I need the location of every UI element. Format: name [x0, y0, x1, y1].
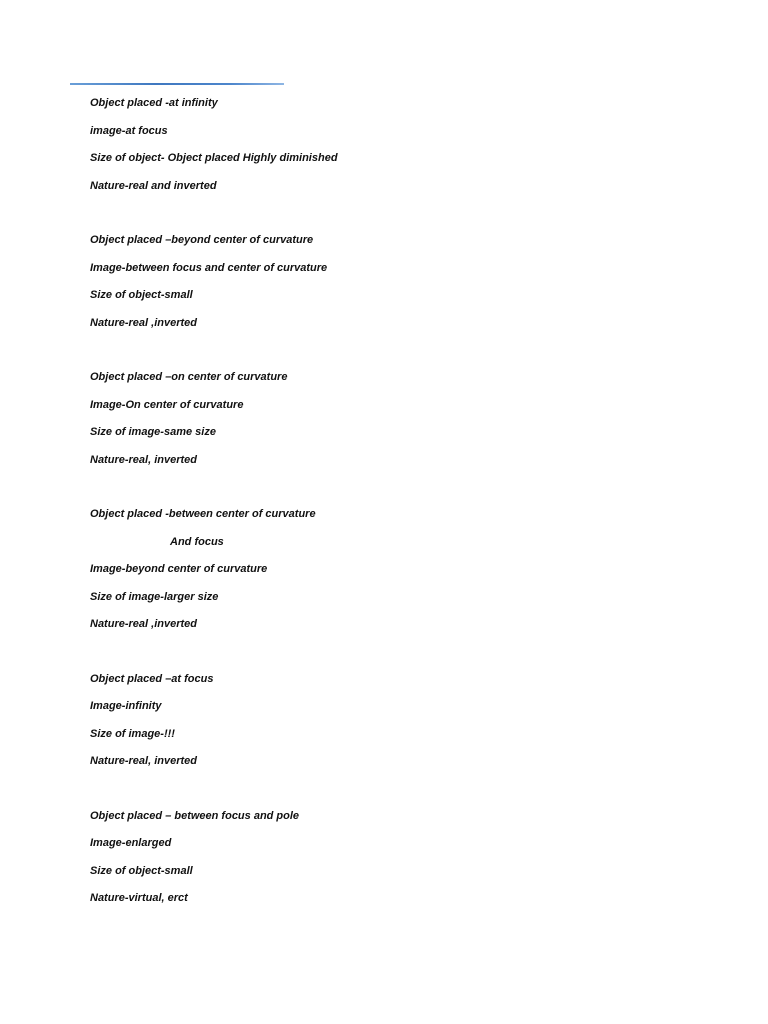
size-line: Size of image-!!!: [90, 727, 175, 740]
image-position-line: Image-enlarged: [90, 837, 172, 849]
image-position-line: Image-between focus and center of curvature: [90, 261, 328, 274]
size-line: Size of object-small: [90, 864, 193, 877]
document-body: [90, 90, 690, 940]
image-position-line: Image-infinity: [90, 700, 162, 712]
nature-line: Nature-virtual, erct: [90, 892, 188, 904]
object-position-line: Object placed -between center of curvature: [90, 508, 316, 520]
size-line: Size of image-same size: [90, 426, 216, 438]
nature-line: Nature-real ,inverted: [90, 316, 197, 329]
size-line: Size of object-small: [90, 289, 193, 301]
object-position-line: Object placed –at focus: [90, 672, 214, 685]
case-between-center-and-focus: [90, 501, 690, 639]
nature-line: Nature-real, inverted: [90, 453, 197, 466]
object-position-line: Object placed –on center of curvature: [90, 371, 288, 383]
case-at-focus: [90, 666, 690, 776]
case-beyond-center-of-curvature: [90, 227, 690, 337]
object-position-line: Object placed – between focus and pole: [90, 809, 300, 822]
header-rule: [70, 83, 284, 85]
size-line: Size of object- Object placed Highly diminished: [90, 152, 338, 164]
object-position-line: Object placed -at infinity: [90, 97, 218, 109]
image-position-line: Image-beyond center of curvature: [90, 563, 268, 575]
object-position-continuation-line: And focus: [170, 535, 224, 548]
image-position-line: image-at focus: [90, 124, 168, 137]
nature-line: Nature-real and inverted: [90, 179, 217, 192]
case-on-center-of-curvature: [90, 364, 690, 474]
case-between-focus-and-pole: [90, 803, 690, 913]
nature-line: Nature-real, inverted: [90, 755, 197, 767]
size-line: Size of image-larger size: [90, 590, 219, 603]
image-position-line: Image-On center of curvature: [90, 398, 244, 411]
nature-line: Nature-real ,inverted: [90, 618, 197, 630]
case-at-infinity: [90, 90, 690, 200]
object-position-line: Object placed –beyond center of curvature: [90, 234, 314, 246]
